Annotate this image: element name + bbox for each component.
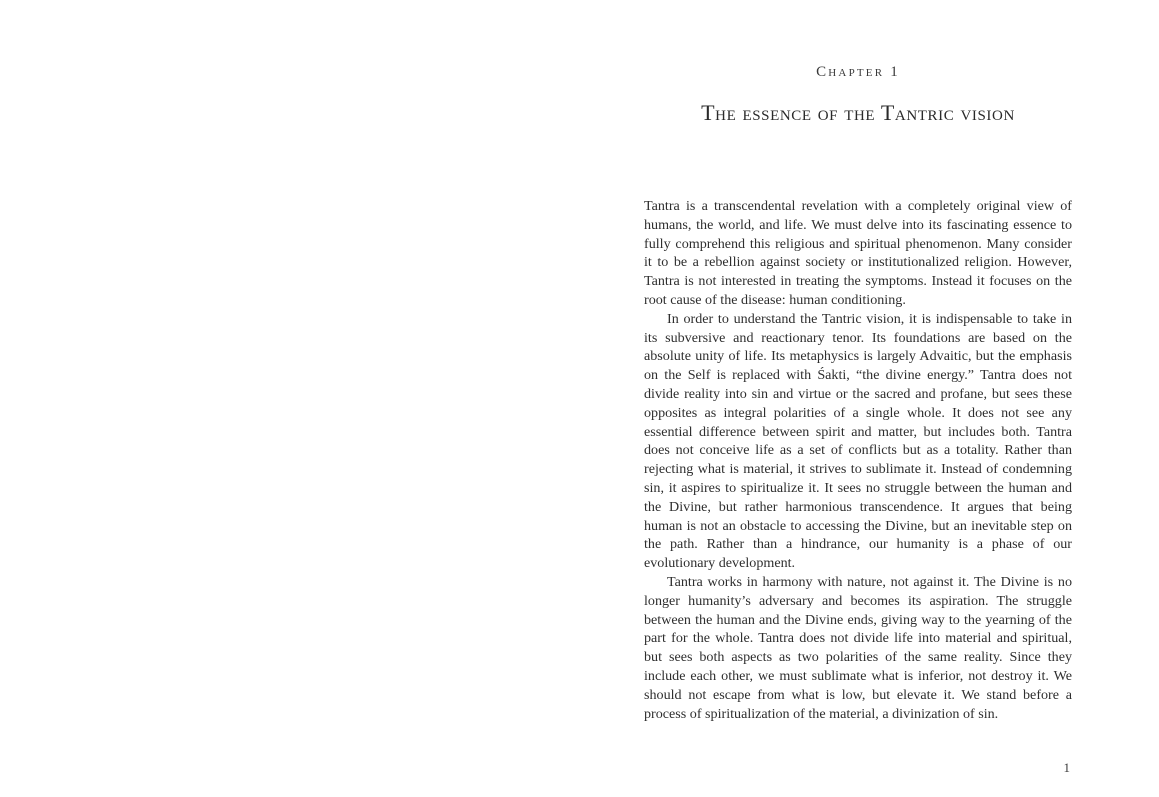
paragraph-3: Tantra works in harmony with nature, not against it. The Divine is no longer humanity’s adversary and becomes its aspiration. The struggle between the human and the Divine ends, giving way to the yearning of the part for the whole. Tantra does not divide life into material and spiritual, but sees both aspects as two polarities of the same reality. Since they include each other, we must sublimate what is inferior, not destroy it. We should not escape from what is low, but elevate it. We stand before a process of spiritualization of the material, a divinization of sin.: [644, 573, 1072, 722]
body-text: [644, 197, 1072, 723]
paragraph-2: In order to understand the Tantric vision, it is indispensable to take in its subversive and reactionary tenor. Its foundations are based on the absolute unity of life. Its metaphysics is largely Advaitic, but the emphasis on the Self is replaced with Śakti, “the divine energy.” Tantra does not divide reality into sin and virtue or the sacred and profane, but sees these opposites as integral polarities of a single whole. It does not see any essential difference between spirit and matter, but includes both. Tantra does not conceive life as a set of conflicts but as a totality. Rather than rejecting what is material, it strives to sublimate it. Instead of condemning sin, it aspires to spiritualize it. It sees no struggle between the human and the Divine, but rather harmonious transcendence. It argues that being human is not an obstacle to accessing the Divine, but an inevitable step on the path. Rather than a hindrance, our humanity is a phase of our evolutionary development.: [644, 310, 1072, 572]
page-number: 1: [1063, 760, 1070, 775]
paragraph-1: Tantra is a transcendental revelation with a completely original view of humans, the world, and life. We must delve into its fascinating essence to fully comprehend this religious and spiritual phenomenon. Many consider it to be a rebellion against society or institutionalized religion. However, Tantra is not interested in treating the symptoms. Instead it focuses on the root cause of the disease: human conditioning.: [644, 198, 1072, 308]
chapter-label: Chapter 1: [816, 64, 900, 80]
chapter-title: The essence of the Tantric vision: [701, 100, 1015, 125]
